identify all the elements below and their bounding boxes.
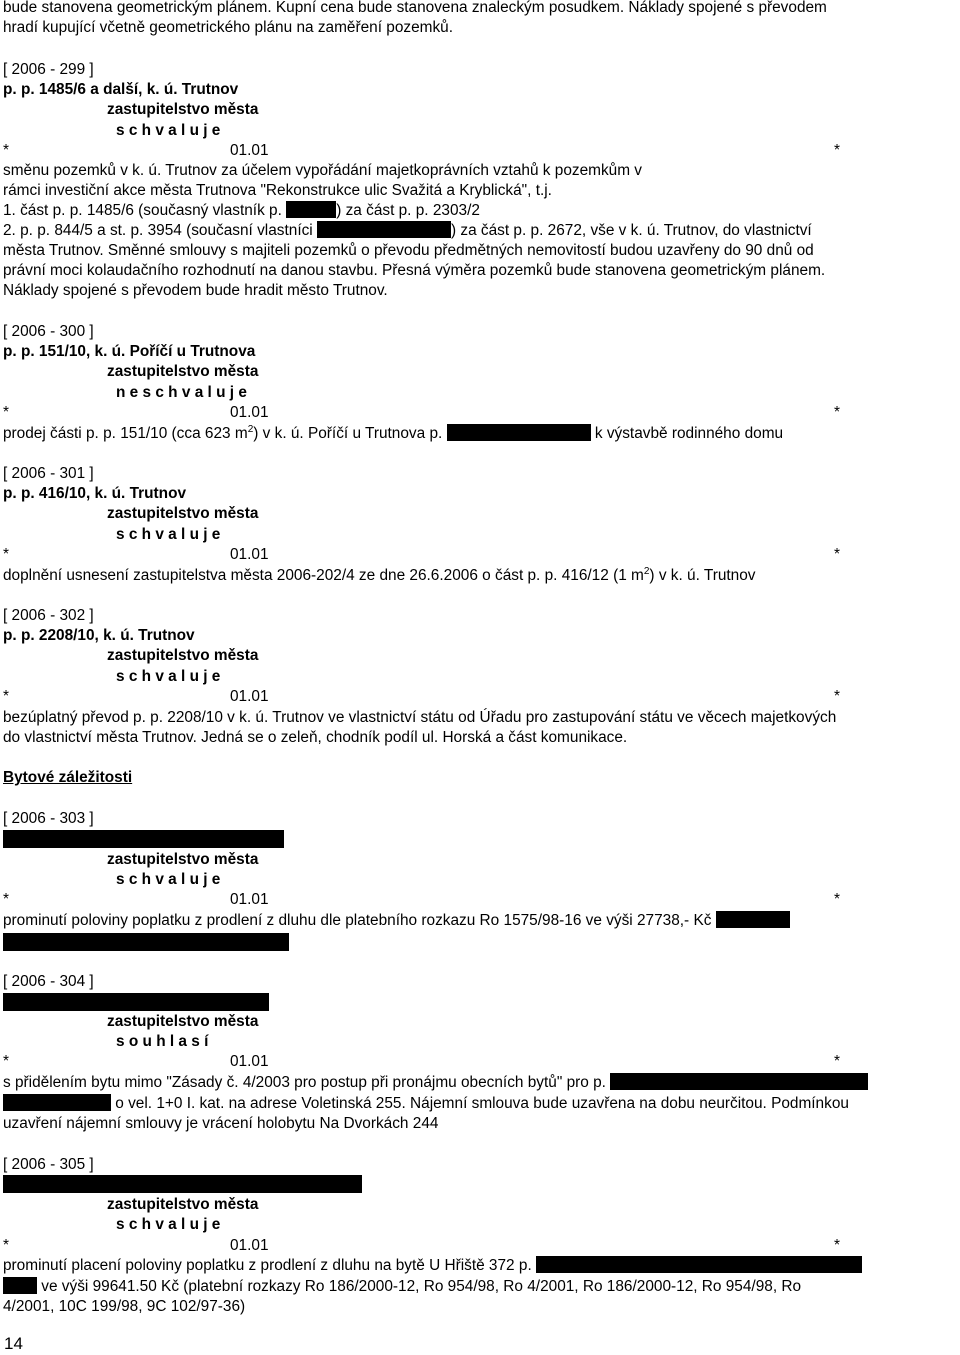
- text-line: směnu pozemků v k. ú. Trutnov za účelem vypořádání majetkoprávních vztahů k pozemkům v: [3, 162, 643, 179]
- text-segment: k výstavbě rodinného domu: [594, 425, 784, 442]
- resolution-body: zastupitelstvo města: [107, 363, 259, 380]
- text-segment: 1. část p. p. 1485/6 (současný vlastník p.: [3, 202, 282, 219]
- resolution-subject: p. p. 416/10, k. ú. Trutnov: [3, 485, 187, 502]
- resolution-body: zastupitelstvo města: [107, 647, 259, 664]
- resolution-verb: n e s c h v a l u j e: [116, 384, 247, 401]
- resolution-verb: s o u h l a s í: [116, 1033, 209, 1050]
- text-segment: prodej části p. p. 151/10 (cca 623 m: [3, 425, 248, 442]
- resolution-body: zastupitelstvo města: [107, 101, 259, 118]
- resolution-verb: s c h v a l u j e: [116, 122, 221, 139]
- star-marker: *: [834, 1237, 840, 1254]
- text-line: [3, 424, 783, 444]
- redaction-block: [3, 1094, 111, 1111]
- redaction-block: [3, 830, 284, 848]
- page-number: 14: [4, 1334, 23, 1353]
- resolution-subject: p. p. 2208/10, k. ú. Trutnov: [3, 627, 195, 644]
- resolution-code: 01.01: [230, 891, 269, 908]
- resolution-verb: s c h v a l u j e: [116, 871, 221, 888]
- resolution-code: 01.01: [230, 1237, 269, 1254]
- star-marker: *: [3, 1237, 9, 1254]
- text-line: uzavření nájemní smlouvy je vrácení holobytu Na Dvorkách 244: [3, 1115, 439, 1132]
- resolution-verb: s c h v a l u j e: [116, 1216, 221, 1233]
- text-segment: 2. p. p. 844/5 a st. p. 3954 (současní vlastníci: [3, 222, 313, 239]
- text-line: [3, 1256, 862, 1276]
- text-segment: ve výši 99641.50 Kč (platební rozkazy Ro 186/2000-12, Ro 954/98, Ro 4/2001, Ro 186/2000-12, Ro 954/98, Ro: [41, 1278, 802, 1295]
- star-marker: *: [3, 891, 9, 908]
- resolution-number: [ 2006 - 301 ]: [3, 465, 94, 482]
- resolution-code: 01.01: [230, 688, 269, 705]
- text-segment: ) v k. ú. Trutnov: [649, 567, 756, 584]
- star-marker: *: [3, 546, 9, 563]
- text-line: města Trutnov. Směnné smlouvy s majiteli pozemků o převodu předmětných nemovitostí budou uzavřeny do 90 dnů od: [3, 242, 814, 259]
- text-line: [3, 201, 480, 221]
- section-heading: Bytové záležitosti: [3, 769, 133, 786]
- redaction-block: [610, 1073, 868, 1090]
- superscript: 2: [247, 423, 254, 435]
- resolution-number: [ 2006 - 304 ]: [3, 973, 94, 990]
- resolution-body: zastupitelstvo města: [107, 1013, 259, 1030]
- resolution-subject: p. p. 151/10, k. ú. Poříčí u Trutnova: [3, 343, 256, 360]
- text-line: [3, 566, 755, 586]
- resolution-code: 01.01: [230, 1053, 269, 1070]
- redaction-block: [716, 911, 790, 928]
- text-line: do vlastnictví města Trutnov. Jedná se o zeleň, chodník podíl ul. Horská a část komunikace.: [3, 729, 628, 746]
- resolution-number: [ 2006 - 300 ]: [3, 323, 94, 340]
- redaction-block: [536, 1256, 862, 1273]
- text-line: [3, 1277, 801, 1297]
- resolution-body: zastupitelstvo města: [107, 505, 259, 522]
- star-marker: *: [834, 688, 840, 705]
- resolution-code: 01.01: [230, 404, 269, 421]
- star-marker: *: [834, 404, 840, 421]
- text-segment: prominutí poloviny poplatku z prodlení z dluhu dle platebního rozkazu Ro 1575/98-16 ve výši 27738,- Kč: [3, 912, 712, 929]
- text-segment: s přidělením bytu mimo "Zásady č. 4/2003 pro postup při pronájmu obecních bytů" pro p.: [3, 1074, 606, 1091]
- star-marker: *: [3, 688, 9, 705]
- text-line: hradí kupující včetně geometrického plánu na zaměření pozemků.: [3, 19, 454, 36]
- redaction-block: [447, 424, 591, 441]
- redaction-block: [3, 993, 269, 1011]
- resolution-number: [ 2006 - 302 ]: [3, 607, 94, 624]
- text-line: 4/2001, 10C 199/98, 9C 102/97-36): [3, 1298, 246, 1315]
- resolution-body: zastupitelstvo města: [107, 851, 259, 868]
- star-marker: *: [3, 142, 9, 159]
- resolution-body: zastupitelstvo města: [107, 1196, 259, 1213]
- text-segment: doplnění usnesení zastupitelstva města 2006-202/4 ze dne 26.6.2006 o část p. p. 416/12 (1 m: [3, 567, 644, 584]
- resolution-verb: s c h v a l u j e: [116, 526, 221, 543]
- redaction-block: [3, 933, 289, 951]
- redaction-block: [3, 1277, 37, 1294]
- star-marker: *: [3, 404, 9, 421]
- text-line: [3, 1073, 868, 1093]
- resolution-subject: p. p. 1485/6 a další, k. ú. Trutnov: [3, 81, 239, 98]
- star-marker: *: [834, 891, 840, 908]
- text-segment: prominutí placení poloviny poplatku z prodlení z dluhu na bytě U Hřiště 372 p.: [3, 1257, 532, 1274]
- text-segment: ) za část p. p. 2303/2: [336, 202, 480, 219]
- resolution-number: [ 2006 - 299 ]: [3, 61, 94, 78]
- star-marker: *: [3, 1053, 9, 1070]
- text-segment: o vel. 1+0 I. kat. na adrese Voletinská 255. Nájemní smlouva bude uzavřena na dobu neurčitou. Podmínkou: [115, 1095, 849, 1112]
- resolution-number: [ 2006 - 305 ]: [3, 1156, 94, 1173]
- resolution-verb: s c h v a l u j e: [116, 668, 221, 685]
- text-segment: ) za část p. p. 2672, vše v k. ú. Trutnov, do vlastnictví: [451, 222, 812, 239]
- superscript: 2: [643, 565, 650, 577]
- text-segment: ) v k. ú. Poříčí u Trutnova p.: [253, 425, 443, 442]
- redaction-block: [317, 221, 451, 238]
- star-marker: *: [834, 1053, 840, 1070]
- star-marker: *: [834, 142, 840, 159]
- text-line: [3, 911, 790, 931]
- resolution-code: 01.01: [230, 546, 269, 563]
- redaction-block: [286, 201, 336, 218]
- star-marker: *: [834, 546, 840, 563]
- resolution-number: [ 2006 - 303 ]: [3, 810, 94, 827]
- text-line: Náklady spojené s převodem bude hradit město Trutnov.: [3, 282, 388, 299]
- text-line: [3, 221, 812, 241]
- text-line: právní moci kolaudačního rozhodnutí na danou stavbu. Přesná výměra pozemků bude stanovena geometrickým plánem.: [3, 262, 826, 279]
- text-line: [3, 1094, 849, 1114]
- text-line: bude stanovena geometrickým plánem. Kupní cena bude stanovena znaleckým posudkem. Náklady spojené s převodem: [3, 0, 827, 16]
- redaction-block: [3, 1175, 362, 1193]
- resolution-code: 01.01: [230, 142, 269, 159]
- text-line: rámci investiční akce města Trutnova "Rekonstrukce ulic Svažitá a Kryblická", t.j.: [3, 182, 552, 199]
- text-line: bezúplatný převod p. p. 2208/10 v k. ú. Trutnov ve vlastnictví státu od Úřadu pro zastupování státu ve věcech majetkových: [3, 709, 837, 726]
